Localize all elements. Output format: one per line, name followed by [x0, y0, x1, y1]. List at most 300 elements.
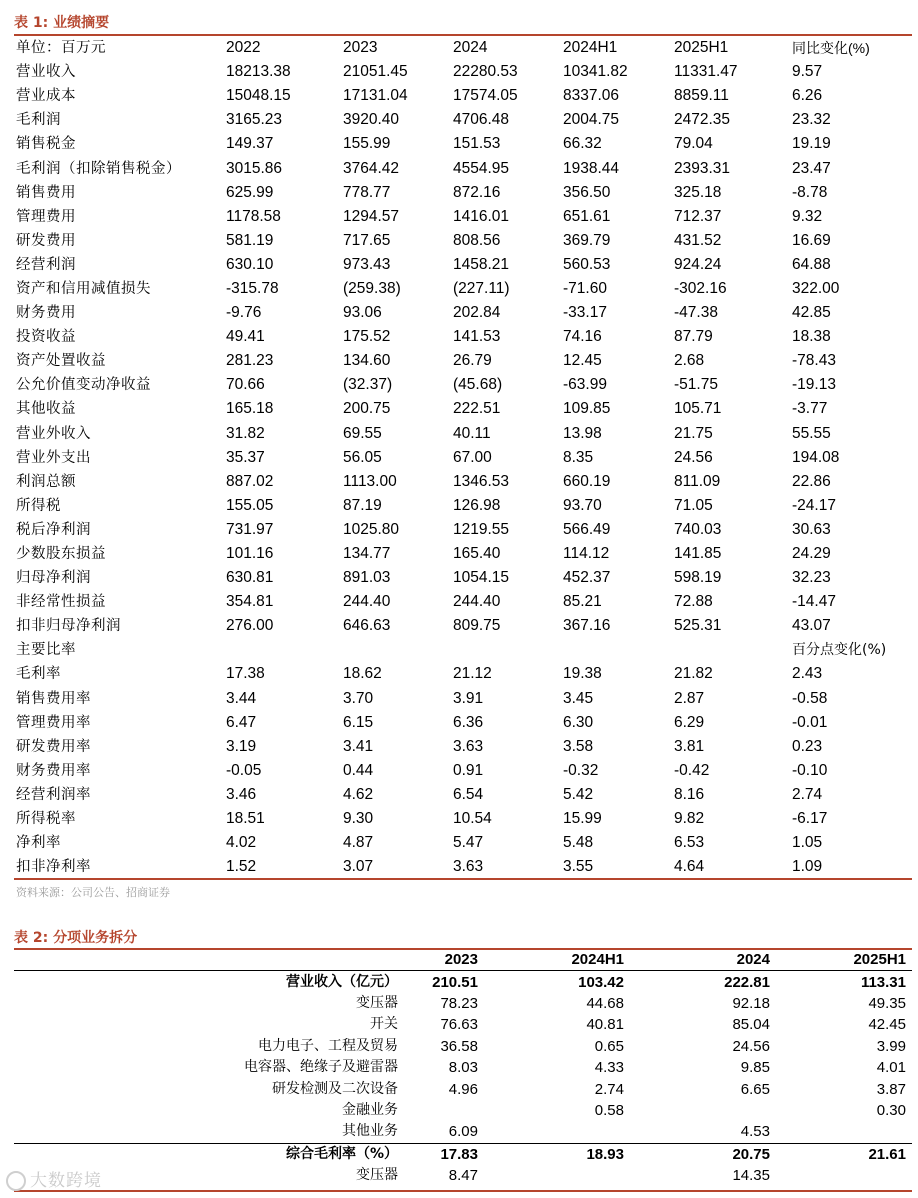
- row-label: 财务费用: [16, 305, 76, 322]
- segment-table: [14, 949, 912, 1186]
- value-cell: 17131.04: [343, 87, 408, 105]
- value-cell: 31.82: [226, 424, 265, 442]
- value-cell: [776, 1165, 912, 1186]
- value-cell: 630.81: [226, 569, 274, 587]
- row-label: 资产处置收益: [16, 353, 106, 370]
- value-cell: 525.31: [674, 617, 722, 635]
- source-note: 资料来源：公司公告、招商证券: [16, 886, 170, 899]
- table1-row: [14, 325, 912, 349]
- value-cell: 1178.58: [226, 207, 281, 225]
- table1-row: [14, 614, 912, 638]
- table1-row: [14, 831, 912, 855]
- value-cell: 4.02: [226, 834, 257, 852]
- table1-row: [14, 205, 912, 229]
- value-cell: 141.85: [674, 545, 722, 563]
- value-cell: 72.88: [674, 593, 713, 611]
- value-cell: 23.47: [792, 159, 831, 177]
- value-cell: [484, 1165, 630, 1186]
- table1-row: [14, 759, 912, 783]
- value-cell: (227.11): [453, 279, 510, 297]
- value-cell: 9.82: [674, 810, 705, 828]
- watermark: [6, 1166, 102, 1191]
- value-cell: 21.61: [776, 1143, 912, 1165]
- value-cell: 26.79: [453, 352, 492, 370]
- value-cell: 19.38: [563, 665, 602, 683]
- row-label: 投资收益: [16, 329, 76, 346]
- value-cell: 74.16: [563, 328, 602, 346]
- value-cell: 22280.53: [453, 63, 518, 81]
- value-cell: 21.12: [453, 665, 492, 683]
- value-cell: -0.10: [792, 761, 828, 779]
- row-label: 归母净利润: [16, 570, 91, 587]
- value-cell: (32.37): [343, 376, 393, 394]
- value-cell: 717.65: [343, 231, 391, 249]
- value-cell: [453, 638, 563, 662]
- table1-row: [14, 807, 912, 831]
- value-cell: 210.51: [432, 973, 478, 991]
- value-cell: 16.69: [792, 231, 831, 249]
- value-cell: -71.60: [563, 279, 607, 297]
- row-label: 公允价值变动净收益: [16, 377, 151, 394]
- value-cell: 5.42: [563, 785, 594, 803]
- value-cell: 3.81: [674, 737, 705, 755]
- value-cell: 134.60: [343, 352, 391, 370]
- value-cell: 581.19: [226, 231, 274, 249]
- value-cell: 244.40: [453, 593, 501, 611]
- value-cell: 18.38: [792, 328, 831, 346]
- value-cell: 281.23: [226, 352, 274, 370]
- value-cell: 105.71: [674, 400, 722, 418]
- row-label: 营业外支出: [16, 449, 91, 466]
- row-label: 营业成本: [16, 88, 76, 105]
- value-cell: 0.65: [594, 1037, 624, 1055]
- value-cell: 6.29: [674, 713, 705, 731]
- value-cell: 2.43: [792, 665, 823, 683]
- value-cell: 8.16: [674, 785, 705, 803]
- value-cell: 0.23: [792, 737, 823, 755]
- table1-row: [14, 108, 912, 132]
- value-cell: 6.65: [740, 1080, 770, 1098]
- value-cell: [563, 638, 674, 662]
- value-cell: 625.99: [226, 183, 274, 201]
- value-cell: 872.16: [453, 183, 501, 201]
- table1-row: [14, 397, 912, 421]
- value-cell: 3.63: [453, 858, 484, 876]
- row-label: 变压器: [356, 994, 398, 1011]
- value-cell: 598.19: [674, 569, 722, 587]
- value-cell: 244.40: [343, 593, 391, 611]
- value-cell: 431.52: [674, 231, 722, 249]
- column-header: 2024: [453, 39, 488, 57]
- table2-title: 表 2: 分项业务拆分: [14, 930, 138, 946]
- value-cell: 3.55: [563, 858, 594, 876]
- value-cell: 15.99: [563, 810, 602, 828]
- value-cell: 17574.05: [453, 87, 518, 105]
- table1-row: [14, 470, 912, 494]
- table2-row: [14, 1165, 912, 1186]
- table2-row: [14, 993, 912, 1014]
- table1-row: [14, 518, 912, 542]
- table1-row: [14, 277, 912, 301]
- value-cell: 3.99: [876, 1037, 906, 1055]
- table2-row: [14, 1057, 912, 1078]
- value-cell: 369.79: [563, 231, 611, 249]
- value-cell: 731.97: [226, 520, 274, 538]
- value-cell: 18.62: [343, 665, 382, 683]
- value-cell: 71.05: [674, 496, 713, 514]
- row-label: 研发费用: [16, 232, 76, 249]
- value-cell: 1054.15: [453, 569, 510, 587]
- value-cell: 0.44: [343, 761, 374, 779]
- value-cell: 0.58: [594, 1101, 624, 1119]
- value-cell: [484, 1121, 630, 1143]
- value-cell: 200.75: [343, 400, 391, 418]
- row-label: 管理费用: [16, 208, 76, 225]
- row-label: 毛利润: [16, 112, 61, 129]
- table1-row: [14, 662, 912, 686]
- row-label: 所得税率: [16, 811, 76, 828]
- value-cell: 24.29: [792, 545, 831, 563]
- value-cell: 126.98: [453, 496, 501, 514]
- row-label: 研发费用率: [16, 738, 91, 755]
- table2-bottom-rule: [14, 1190, 912, 1192]
- value-cell: 4.62: [343, 785, 374, 803]
- value-cell: 3.87: [876, 1080, 906, 1098]
- value-cell: 924.24: [674, 255, 722, 273]
- row-label: [14, 949, 404, 971]
- row-label: 变压器: [356, 1167, 398, 1184]
- value-cell: 49.41: [226, 328, 265, 346]
- value-cell: 651.61: [563, 207, 611, 225]
- value-cell: 194.08: [792, 448, 840, 466]
- table2-row: [14, 1143, 912, 1165]
- value-cell: 1416.01: [453, 207, 510, 225]
- value-cell: 660.19: [563, 472, 611, 490]
- value-cell: 151.53: [453, 135, 501, 153]
- table1-row: [14, 542, 912, 566]
- value-cell: 891.03: [343, 569, 391, 587]
- row-label: 经营利润: [16, 256, 76, 273]
- value-cell: 百分点变化(%): [792, 642, 887, 659]
- value-cell: [404, 1100, 484, 1121]
- value-cell: 778.77: [343, 183, 391, 201]
- table1-row: [14, 181, 912, 205]
- table1-row: [14, 422, 912, 446]
- value-cell: -47.38: [674, 304, 718, 322]
- table1-row: [14, 373, 912, 397]
- unit-label: 单位：百万元: [16, 40, 106, 57]
- value-cell: 6.47: [226, 713, 257, 731]
- value-cell: 2004.75: [563, 111, 620, 129]
- value-cell: 9.30: [343, 810, 374, 828]
- value-cell: 66.32: [563, 135, 602, 153]
- table1-row: [14, 253, 912, 277]
- value-cell: 141.53: [453, 328, 501, 346]
- value-cell: 3.63: [453, 737, 484, 755]
- value-cell: 155.99: [343, 135, 391, 153]
- row-label: 毛利率: [16, 666, 61, 683]
- value-cell: 811.09: [674, 472, 721, 490]
- row-label: 税后净利润: [16, 521, 91, 538]
- value-cell: 44.68: [586, 994, 624, 1012]
- value-cell: 30.63: [792, 520, 831, 538]
- value-cell: (259.38): [343, 279, 401, 297]
- value-cell: 1938.44: [563, 159, 620, 177]
- value-cell: 42.85: [792, 304, 831, 322]
- value-cell: 12.45: [563, 352, 602, 370]
- row-label: 营业收入: [16, 64, 76, 81]
- value-cell: -0.05: [226, 761, 262, 779]
- value-cell: 8.03: [448, 1059, 478, 1077]
- value-cell: 325.18: [674, 183, 722, 201]
- value-cell: 356.50: [563, 183, 611, 201]
- value-cell: -9.76: [226, 304, 262, 322]
- value-cell: 3764.42: [343, 159, 400, 177]
- value-cell: [674, 638, 792, 662]
- table2-row: [14, 1100, 912, 1121]
- value-cell: [343, 638, 453, 662]
- table1-row: [14, 349, 912, 373]
- value-cell: 13.98: [563, 424, 602, 442]
- value-cell: -3.77: [792, 400, 828, 418]
- value-cell: 354.81: [226, 593, 274, 611]
- row-label: 管理费用率: [16, 714, 91, 731]
- value-cell: [776, 1121, 912, 1143]
- value-cell: 222.81: [724, 973, 770, 991]
- value-cell: 1.09: [792, 858, 823, 876]
- value-cell: [226, 638, 343, 662]
- row-label: 资产和信用减值损失: [16, 280, 151, 297]
- value-cell: 40.81: [586, 1016, 624, 1034]
- value-cell: 740.03: [674, 520, 722, 538]
- value-cell: 8.35: [563, 448, 594, 466]
- value-cell: 4.96: [448, 1080, 478, 1098]
- value-cell: 1.52: [226, 858, 257, 876]
- value-cell: 4.53: [740, 1123, 770, 1141]
- value-cell: 9.85: [740, 1059, 770, 1077]
- row-label: 研发检测及二次设备: [272, 1080, 398, 1097]
- value-cell: 712.37: [674, 207, 722, 225]
- value-cell: 2393.31: [674, 159, 731, 177]
- table1-row: [14, 638, 912, 662]
- value-cell: 21051.45: [343, 63, 408, 81]
- value-cell: 21.82: [674, 665, 713, 683]
- value-cell: 3165.23: [226, 111, 283, 129]
- value-cell: 6.36: [453, 713, 484, 731]
- table1-title: 表 1: 业绩摘要: [14, 15, 110, 31]
- value-cell: 809.75: [453, 617, 501, 635]
- value-cell: 32.23: [792, 569, 831, 587]
- value-cell: 87.19: [343, 496, 382, 514]
- value-cell: 87.79: [674, 328, 713, 346]
- value-cell: 5.47: [453, 834, 484, 852]
- value-cell: 35.37: [226, 448, 265, 466]
- value-cell: 276.00: [226, 617, 274, 635]
- row-label: 毛利润（扣除销售税金）: [16, 160, 181, 177]
- value-cell: 2.68: [674, 352, 705, 370]
- value-cell: 3.07: [343, 858, 374, 876]
- value-cell: 10.54: [453, 810, 492, 828]
- value-cell: 4706.48: [453, 111, 510, 129]
- table1-row: [14, 855, 912, 879]
- value-cell: 18213.38: [226, 63, 291, 81]
- value-cell: -8.78: [792, 183, 828, 201]
- column-header: 2024H1: [563, 39, 618, 57]
- row-label: 营业收入（亿元）: [286, 973, 398, 990]
- value-cell: 1294.57: [343, 207, 400, 225]
- value-cell: 4.87: [343, 834, 374, 852]
- table1-row: [14, 494, 912, 518]
- value-cell: 6.53: [674, 834, 705, 852]
- value-cell: 56.05: [343, 448, 382, 466]
- value-cell: 0.30: [876, 1101, 906, 1119]
- value-cell: 3.58: [563, 737, 594, 755]
- value-cell: 149.37: [226, 135, 274, 153]
- row-label: 金融业务: [342, 1101, 398, 1118]
- value-cell: 6.26: [792, 87, 823, 105]
- table1-row: [14, 735, 912, 759]
- value-cell: 5.48: [563, 834, 594, 852]
- value-cell: 566.49: [563, 520, 611, 538]
- value-cell: 8.47: [448, 1167, 478, 1185]
- value-cell: 114.12: [563, 545, 610, 563]
- value-cell: 2472.35: [674, 111, 731, 129]
- column-header: 2025H1: [776, 949, 912, 971]
- row-label: 扣非归母净利润: [16, 618, 121, 635]
- table1-header-row: [14, 36, 912, 60]
- value-cell: 78.23: [440, 994, 478, 1012]
- value-cell: -0.32: [563, 761, 599, 779]
- value-cell: 808.56: [453, 231, 501, 249]
- table1-bottom-rule: [14, 878, 912, 880]
- value-cell: 4554.95: [453, 159, 510, 177]
- value-cell: 21.75: [674, 424, 713, 442]
- value-cell: 49.35: [868, 994, 906, 1012]
- value-cell: 165.18: [226, 400, 274, 418]
- row-label: 电力电子、工程及贸易: [258, 1037, 398, 1054]
- value-cell: 134.77: [343, 545, 391, 563]
- value-cell: 367.16: [563, 617, 611, 635]
- value-cell: 3.19: [226, 737, 257, 755]
- value-cell: 4.64: [674, 858, 705, 876]
- value-cell: 3.46: [226, 785, 257, 803]
- value-cell: 452.37: [563, 569, 611, 587]
- value-cell: -51.75: [674, 376, 718, 394]
- value-cell: 24.56: [732, 1037, 770, 1055]
- value-cell: 165.40: [453, 545, 501, 563]
- value-cell: 155.05: [226, 496, 274, 514]
- row-label: 其他收益: [16, 401, 76, 418]
- table2-row: [14, 1014, 912, 1035]
- value-cell: 10341.82: [563, 63, 628, 81]
- value-cell: 3920.40: [343, 111, 400, 129]
- value-cell: -315.78: [226, 279, 279, 297]
- table2-row: [14, 1036, 912, 1057]
- row-label: 营业外收入: [16, 425, 91, 442]
- value-cell: 887.02: [226, 472, 274, 490]
- column-header: 2023: [343, 39, 378, 57]
- value-cell: -0.58: [792, 689, 828, 707]
- column-header: 2024H1: [484, 949, 630, 971]
- value-cell: 103.42: [578, 973, 624, 991]
- value-cell: 55.55: [792, 424, 831, 442]
- table1-row: [14, 156, 912, 180]
- column-header: 2024: [630, 949, 776, 971]
- column-header: 2022: [226, 39, 261, 57]
- value-cell: 3.44: [226, 689, 257, 707]
- value-cell: 3.70: [343, 689, 374, 707]
- row-label: 销售费用: [16, 184, 76, 201]
- value-cell: -302.16: [674, 279, 727, 297]
- table2-row: [14, 1121, 912, 1143]
- row-label: 经营利润率: [16, 786, 91, 803]
- value-cell: 4.01: [876, 1059, 906, 1077]
- table1-row: [14, 301, 912, 325]
- value-cell: 17.38: [226, 665, 265, 683]
- watermark-text: 大数跨境: [30, 1171, 102, 1191]
- value-cell: -0.42: [674, 761, 710, 779]
- value-cell: 93.70: [563, 496, 602, 514]
- row-label: 利润总额: [16, 473, 76, 490]
- table1-row: [14, 229, 912, 253]
- value-cell: 67.00: [453, 448, 492, 466]
- value-cell: 9.57: [792, 63, 823, 81]
- row-label: 财务费用率: [16, 762, 91, 779]
- value-cell: 19.19: [792, 135, 831, 153]
- value-cell: 3.91: [453, 689, 484, 707]
- value-cell: 6.15: [343, 713, 374, 731]
- row-label: 综合毛利率（%）: [14, 1143, 404, 1165]
- value-cell: 175.52: [343, 328, 391, 346]
- value-cell: 101.16: [226, 545, 274, 563]
- value-cell: 222.51: [453, 400, 501, 418]
- row-label: 扣非净利率: [16, 859, 91, 876]
- row-label: 销售税金: [16, 136, 76, 153]
- value-cell: 1346.53: [453, 472, 510, 490]
- table1-row: [14, 687, 912, 711]
- table1-row: [14, 711, 912, 735]
- value-cell: 23.32: [792, 111, 831, 129]
- value-cell: 2.74: [792, 785, 823, 803]
- row-label: 其他业务: [342, 1123, 398, 1140]
- table1-row: [14, 84, 912, 108]
- value-cell: 8859.11: [674, 87, 729, 105]
- row-label: 主要比率: [16, 642, 76, 659]
- value-cell: 76.63: [440, 1016, 478, 1034]
- value-cell: 8337.06: [563, 87, 620, 105]
- value-cell: 3015.86: [226, 159, 283, 177]
- value-cell: 0.91: [453, 761, 484, 779]
- value-cell: -0.01: [792, 713, 828, 731]
- value-cell: -63.99: [563, 376, 607, 394]
- value-cell: 630.10: [226, 255, 274, 273]
- value-cell: 64.88: [792, 255, 831, 273]
- value-cell: 22.86: [792, 472, 831, 490]
- value-cell: 109.85: [563, 400, 611, 418]
- value-cell: (45.68): [453, 376, 503, 394]
- value-cell: 85.04: [732, 1016, 770, 1034]
- row-label: 销售费用率: [16, 690, 91, 707]
- value-cell: -78.43: [792, 352, 836, 370]
- value-cell: [630, 1100, 776, 1121]
- table1-row: [14, 60, 912, 84]
- value-cell: 70.66: [226, 376, 265, 394]
- value-cell: -24.17: [792, 496, 836, 514]
- value-cell: 2.87: [674, 689, 705, 707]
- value-cell: 18.51: [226, 810, 265, 828]
- summary-table: [14, 36, 912, 879]
- value-cell: 40.11: [453, 424, 491, 442]
